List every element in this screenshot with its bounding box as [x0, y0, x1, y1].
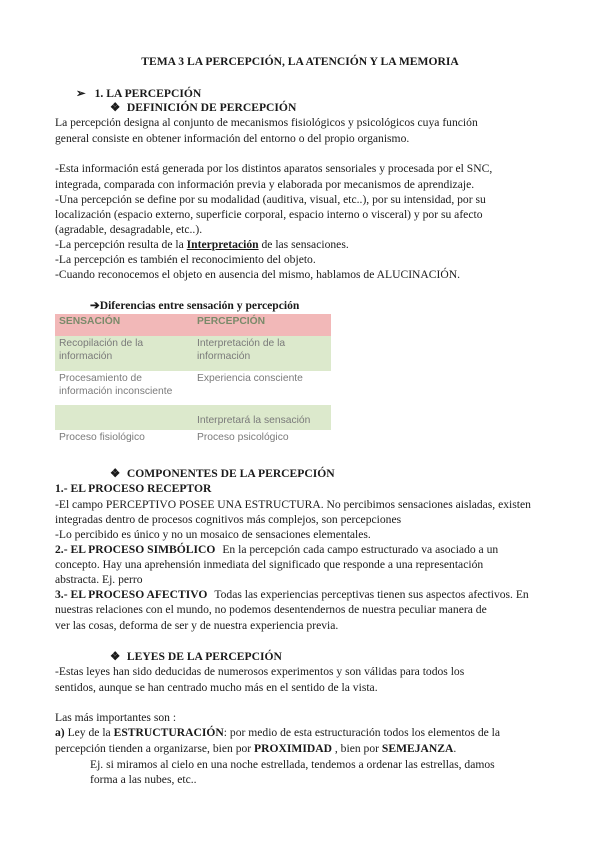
definition-heading-text: DEFINICIÓN DE PERCEPCIÓN	[126, 101, 297, 114]
paragraph-line: -Una percepción se define por su modalidad (auditiva, visual, etc..), por su intensidad, por su	[55, 193, 486, 206]
paragraph-line: ver las cosas, deforma de ser y de nuestra experiencia previa.	[55, 619, 339, 632]
differences-table	[55, 314, 331, 448]
text-segment: Todas las experiencias perceptivas tienen sus aspectos afectivos. En	[214, 588, 529, 601]
paragraph-line-interpretation	[55, 237, 349, 253]
differences-heading: ➔Diferencias entre sensación y percepción	[90, 299, 300, 312]
definition-line-2: general consiste en obtener información del entorno o del propio organismo.	[55, 132, 410, 145]
table-row	[55, 430, 331, 449]
text-segment: percepción tienden a organizarse, bien por	[55, 742, 255, 755]
table-cell: Interpretará la sensación	[193, 405, 331, 430]
affective-line	[55, 587, 529, 603]
text-segment: -La percepción resulta de la	[55, 238, 187, 251]
components-heading-text: COMPONENTES DE LA PERCEPCIÓN	[126, 467, 335, 480]
diamond-bullet-icon: ❖	[110, 101, 121, 114]
symbolic-heading: 2.- EL PROCESO SIMBÓLICO	[55, 543, 216, 556]
table-row	[55, 405, 331, 430]
example-line-2: forma a las nubes, etc..	[90, 773, 197, 786]
page-title: TEMA 3 LA PERCEPCIÓN, LA ATENCIÓN Y LA MEMORIA	[141, 55, 459, 68]
section-1-label: 1. LA PERCEPCIÓN	[94, 87, 202, 100]
paragraph-line: abstracta. Ej. perro	[55, 573, 143, 586]
paragraph-line: -Cuando reconocemos el objeto en ausencia del mismo, hablamos de ALUCINACIÓN.	[55, 268, 461, 281]
text-segment: .	[453, 742, 457, 755]
paragraph-line: integrada, comparada con información previa y elaborada por mecanismos de aprendizaje.	[55, 178, 475, 191]
paragraph-line: nuestras relaciones con el mundo, no podemos desentendernos de nuestra peculiar manera de	[55, 603, 487, 616]
laws-heading-text: LEYES DE LA PERCEPCIÓN	[126, 650, 282, 663]
diamond-bullet-icon: ❖	[110, 467, 121, 480]
interpretacion-emphasis: Interpretación	[186, 238, 259, 251]
table-row	[55, 371, 331, 406]
semejanza-emphasis: SEMEJANZA	[381, 742, 454, 755]
receptor-heading: 1.- EL PROCESO RECEPTOR	[55, 482, 212, 495]
affective-heading: 3.- EL PROCESO AFECTIVO	[55, 588, 208, 601]
arrow-bullet-icon: ➢	[76, 87, 86, 100]
text-segment: de las sensaciones.	[258, 238, 349, 251]
paragraph-line: -Estas leyes han sido deducidas de numerosos experimentos y son válidas para todos los	[55, 665, 465, 678]
diamond-bullet-icon: ❖	[110, 650, 121, 663]
paragraph-line: -Lo percibido es único y no un mosaico de sensaciones elementales.	[55, 528, 371, 541]
table-cell: Proceso fisiológico	[55, 430, 193, 449]
components-heading	[110, 466, 335, 482]
paragraph-line: concepto. Hay una aprehensión inmediata del significado que responde a una representación	[55, 558, 484, 571]
paragraph-line: (agradable, desagradable, etc..).	[55, 223, 203, 236]
paragraph-line: -Esta información está generada por los distintos aparatos sensoriales y procesada por el SNC,	[55, 162, 493, 175]
law-a-line-2	[55, 741, 456, 757]
table-row	[55, 336, 331, 371]
paragraph-line: Las más importantes son :	[55, 711, 177, 724]
table-cell: Interpretación de la información	[193, 336, 331, 371]
paragraph-line: localización (espacio externo, superficie corporal, espacio interno o visceral) y por su afecto	[55, 208, 483, 221]
example-line-1: Ej. si miramos al cielo en una noche estrellada, tendemos a ordenar las estrellas, damos	[90, 758, 495, 771]
table-cell: Experiencia consciente	[193, 371, 331, 406]
paragraph-line: sentidos, aunque se han centrado mucho más en el sentido de la vista.	[55, 681, 378, 694]
table-cell: Recopilación de la información	[55, 336, 193, 371]
symbolic-line	[55, 542, 498, 558]
law-a-label: a)	[55, 726, 65, 739]
paragraph-line: -La percepción es también el reconocimiento del objeto.	[55, 253, 316, 266]
paragraph-line: -El campo PERCEPTIVO POSEE UNA ESTRUCTURA. No percibimos sensaciones aisladas, existen	[55, 498, 531, 511]
text-segment: : por medio de esta estructuración todos los elementos de la	[223, 726, 501, 739]
table-cell: Proceso psicológico	[193, 430, 331, 449]
definition-heading	[110, 100, 296, 116]
text-segment: En la percepción cada campo estructurado va asociado a un	[222, 543, 499, 556]
laws-heading	[110, 649, 282, 665]
paragraph-line: integradas dentro de procesos cognitivos más complejos, son percepciones	[55, 513, 402, 526]
table-header-cell: SENSACIÓN	[55, 314, 193, 336]
table-header-row	[55, 314, 331, 336]
law-a-line	[55, 725, 500, 741]
estructuracion-emphasis: ESTRUCTURACIÓN	[113, 726, 224, 739]
text-segment: Ley de la	[64, 726, 114, 739]
text-segment: , bien por	[331, 742, 382, 755]
table-cell: Procesamiento de información inconsciente	[55, 371, 193, 406]
definition-line-1: La percepción designa al conjunto de mecanismos fisiológicos y psicológicos cuya función	[55, 116, 478, 129]
table-header-cell: PERCEPCIÓN	[193, 314, 331, 336]
table-cell	[55, 405, 193, 430]
proximidad-emphasis: PROXIMIDAD	[254, 742, 332, 755]
